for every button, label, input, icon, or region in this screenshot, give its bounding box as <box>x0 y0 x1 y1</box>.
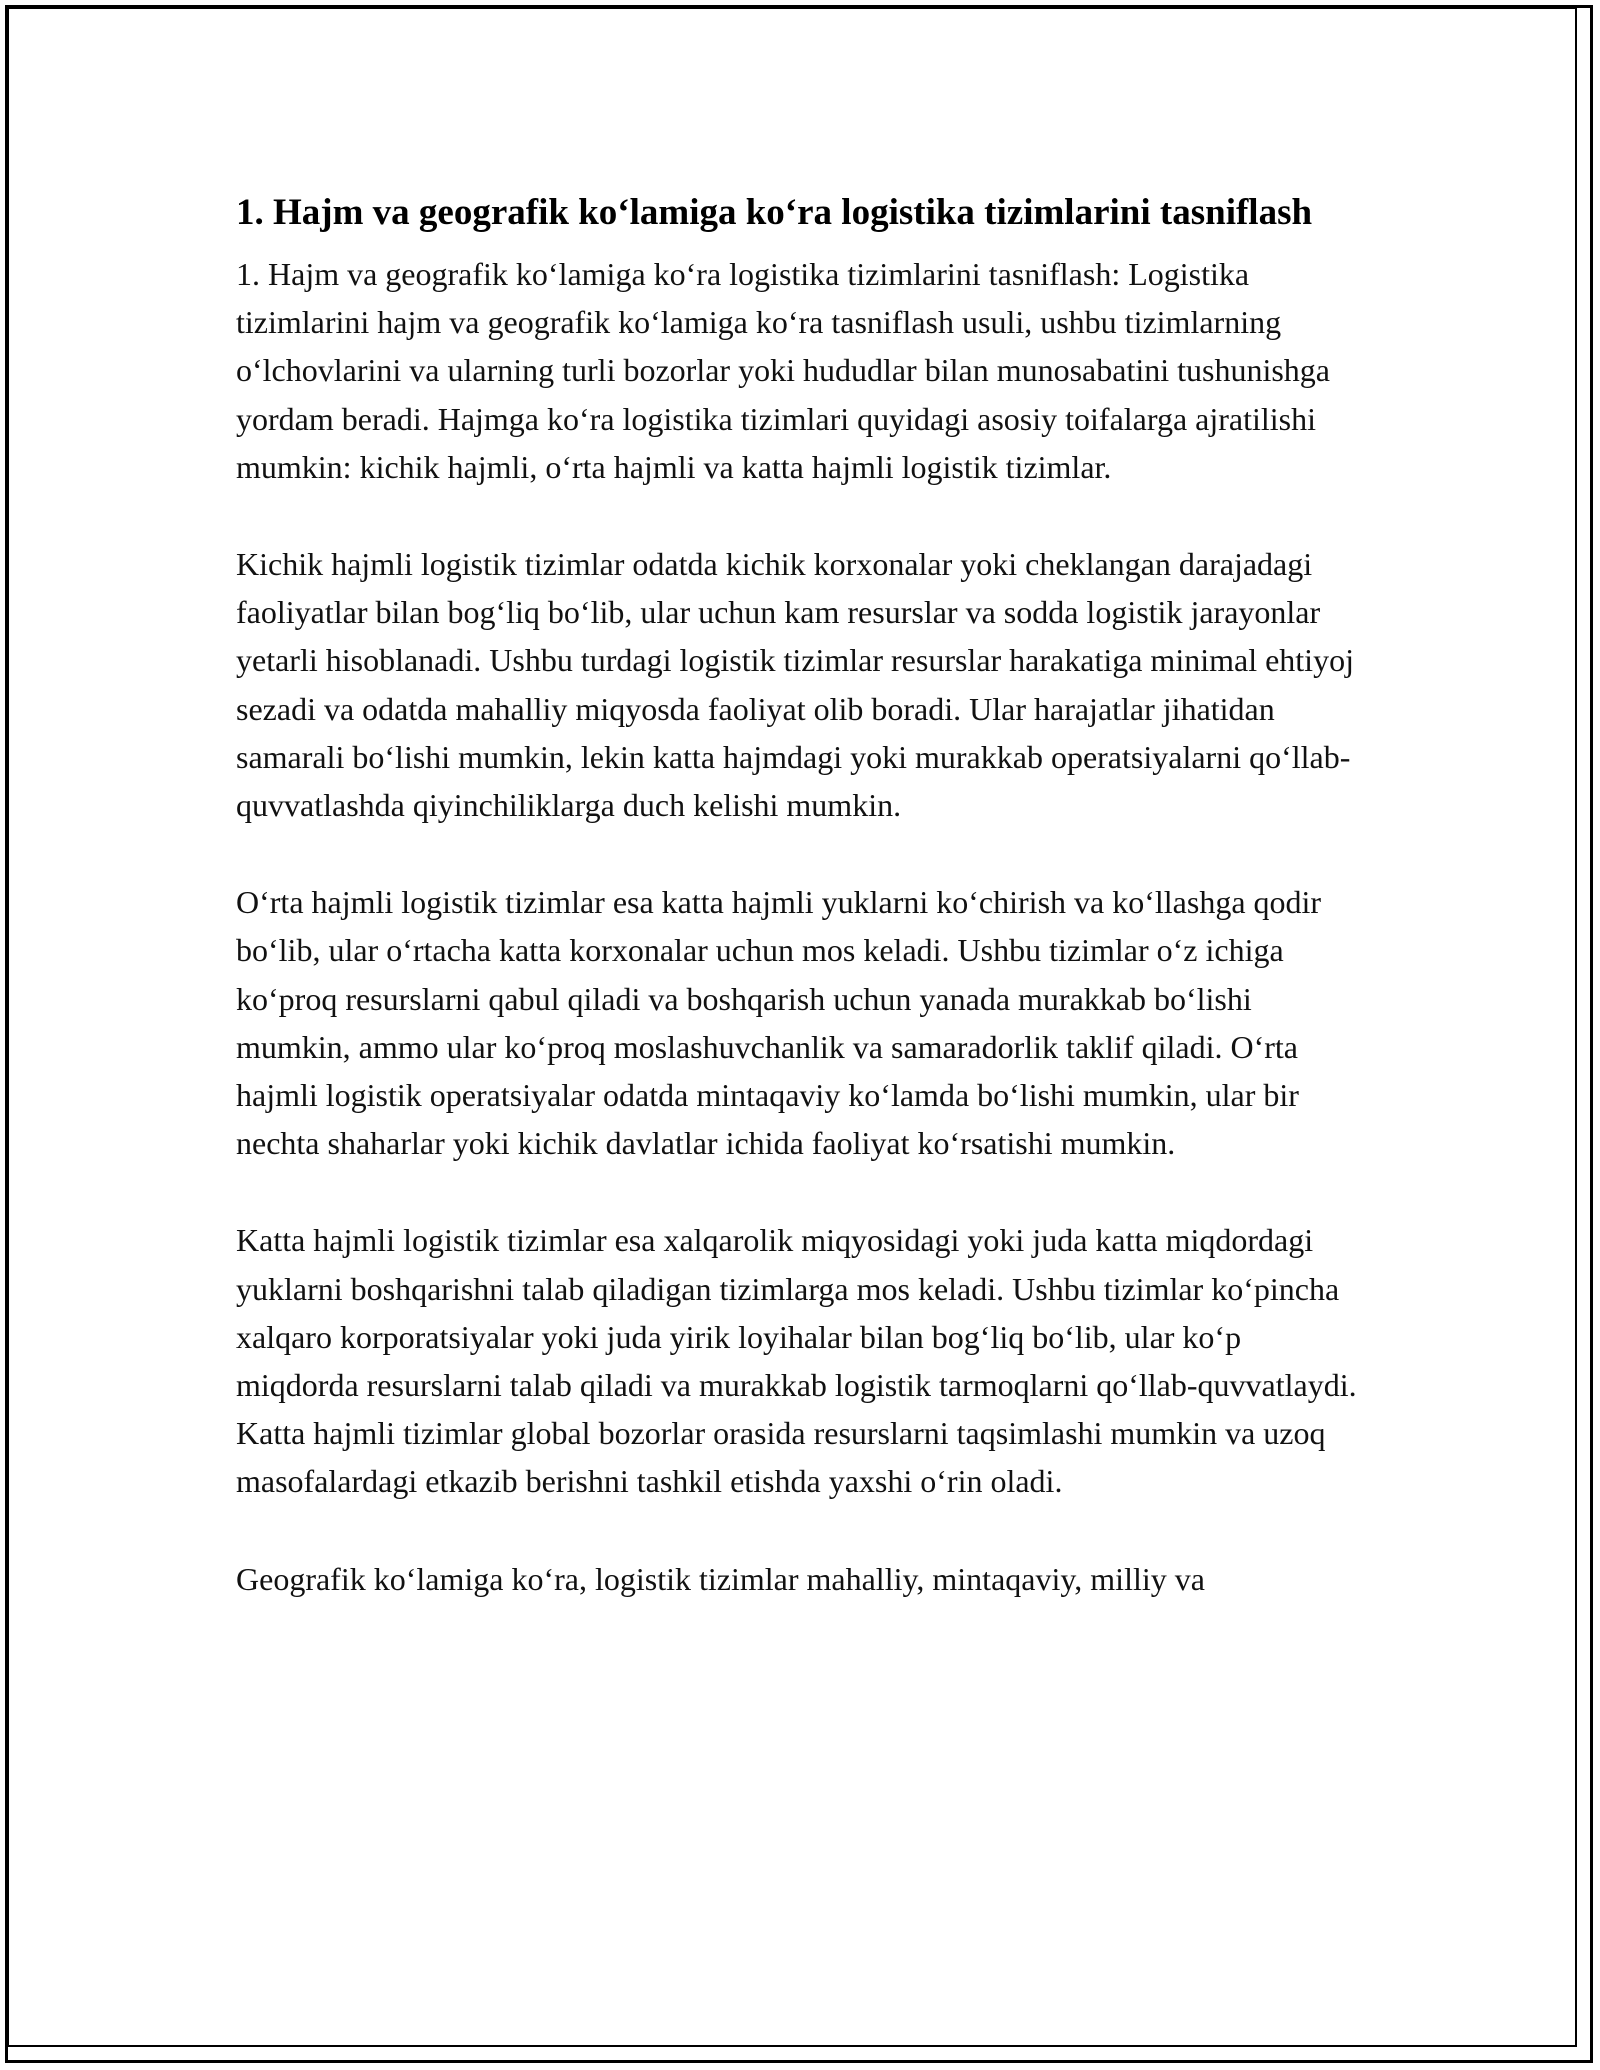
paragraph-medium-systems: O‘rta hajmli logistik tizimlar esa katta hajmli yuklarni ko‘chirish va ko‘llashga qodir bo‘lib, ular o‘rtacha katta korxonalar uchun mos keladi. Ushbu tizimlar o‘z ichiga ko‘proq resurslarni qabul qiladi va boshqarish uchun yanada murakkab bo‘lishi mumkin, ammo ular ko‘proq moslashuvchanlik va samaradorlik taklif qiladi. O‘rta hajmli logistik operatsiyalar odatda mintaqaviy ko‘lamda bo‘lishi mumkin, ular bir nechta shaharlar yoki kichik davlatlar ichida faoliyat ko‘rsatishi mumkin. <box>236 884 1322 1162</box>
paragraph-geographic-scope: Geografik ko‘lamiga ko‘ra, logistik tizimlar mahalliy, mintaqaviy, milliy va <box>236 1560 1205 1597</box>
section-heading: 1. Hajm va geografik ko‘lamiga ko‘ra logistika tizimlarini tasniflash <box>236 192 1313 233</box>
paragraph-large-systems: Katta hajmli logistik tizimlar esa xalqarolik miqyosidagi yoki juda katta miqdordagi yuklarni boshqarishni talab qiladigan tizimlarga mos keladi. Ushbu tizimlar ko‘pincha xalqaro korporatsiyalar yoki juda yirik loyihalar bilan bog‘liq bo‘lib, ular ko‘p miqdorda resurslarni talab qiladi va murakkab logistik tarmoqlarni qo‘llab-quvvatlaydi. Katta hajmli tizimlar global bozorlar orasida resurslarni taqsimlashi mumkin va uzoq masofalardagi etkazib berishni tashkil etishda yaxshi o‘rin oladi. <box>236 1222 1357 1500</box>
document-body <box>236 186 1370 1603</box>
paragraph-intro: 1. Hajm va geografik ko‘lamiga ko‘ra logistika tizimlarini tasniflash: Logistika tizimlarini hajm va geografik ko‘lamiga ko‘ra tasniflash usuli, ushbu tizimlarning o‘lchovlarini va ularning turli bozorlar yoki hududlar bilan munosabatini tushunishga yordam beradi. Hajmga ko‘ra logistika tizimlari quyidagi asosiy toifalarga ajratilishi mumkin: kichik hajmli, o‘rta hajmli va katta hajmli logistik tizimlar. <box>236 256 1330 485</box>
paragraph-small-systems: Kichik hajmli logistik tizimlar odatda kichik korxonalar yoki cheklangan darajadagi faoliyatlar bilan bog‘liq bo‘lib, ular uchun kam resurslar va sodda logistik jarayonlar yetarli hisoblanadi. Ushbu turdagi logistik tizimlar resurslar harakatiga minimal ehtiyoj sezadi va odatda mahalliy miqyosda faoliyat olib boradi. Ular harajatlar jihatidan samarali bo‘lishi mumkin, lekin katta hajmdagi yoki murakkab operatsiyalarni qo‘llab-quvvatlashda qiyinchiliklarga duch kelishi mumkin. <box>236 546 1354 824</box>
